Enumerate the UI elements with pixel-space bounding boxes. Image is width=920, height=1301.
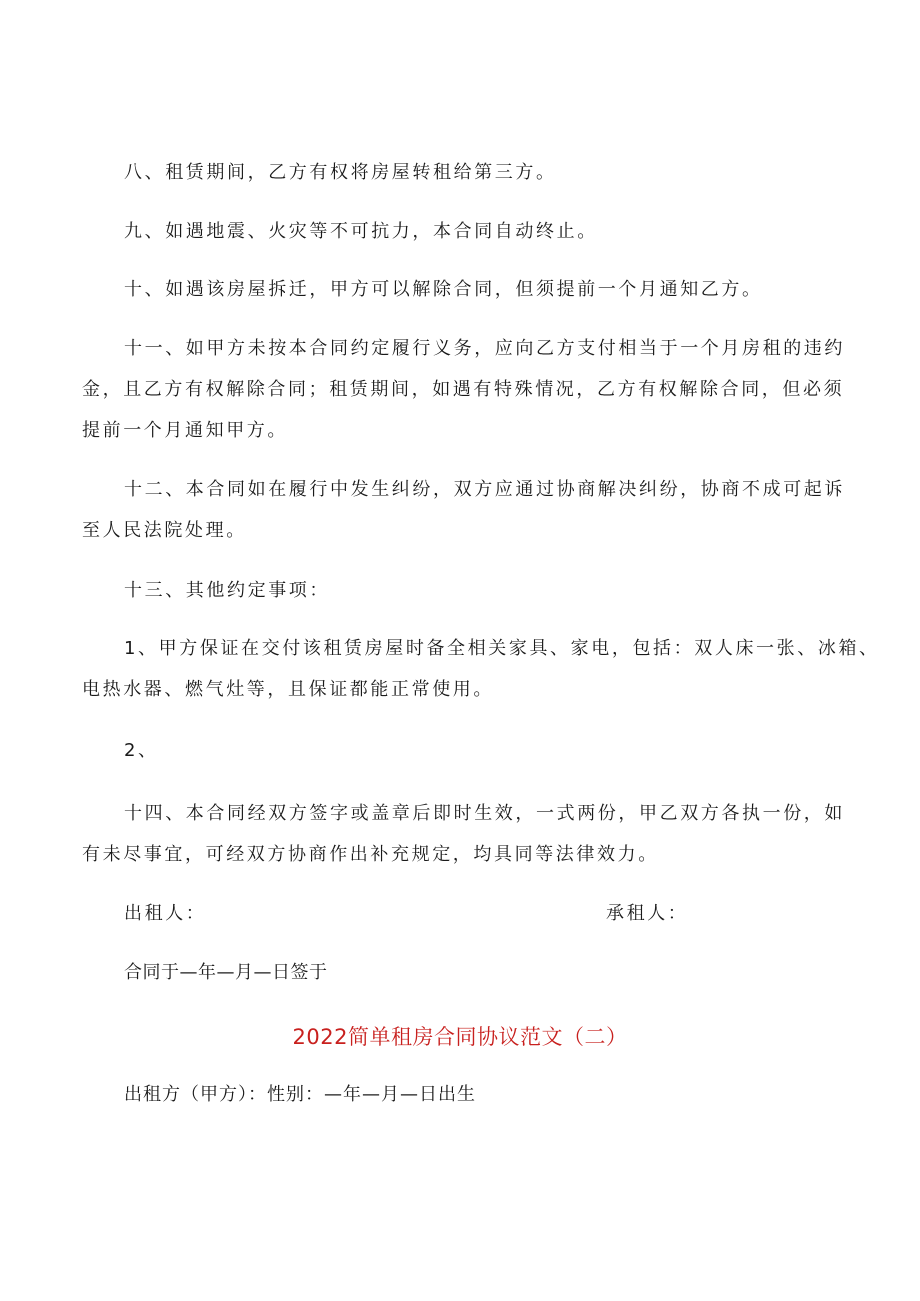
clause-14-line-1: 十四、本合同经双方签字或盖章后即时生效，一式两份，甲乙双方各执一份，如 xyxy=(124,803,845,824)
item-1-line-1: 1、甲方保证在交付该租赁房屋时备全相关家具、家电，包括：双人床一张、冰箱、 xyxy=(124,638,880,659)
clause-8: 八、租赁期间，乙方有权将房屋转租给第三方。 xyxy=(124,162,557,183)
lessor-info-line: 出租方（甲方）：性别：—年—月—日出生 xyxy=(124,1084,476,1105)
clause-14-line-2: 有未尽事宜，可经双方协商作出补充规定，均具同等法律效力。 xyxy=(82,844,659,865)
clause-13: 十三、其他约定事项： xyxy=(124,580,330,601)
lessee-signature-label: 承租人： xyxy=(606,903,689,924)
clause-11-line-2: 金，且乙方有权解除合同；租赁期间，如遇有特殊情况，乙方有权解除合同，但必须 xyxy=(82,379,845,400)
clause-9: 九、如遇地震、火灾等不可抗力，本合同自动终止。 xyxy=(124,221,598,242)
item-2: 2、 xyxy=(124,740,159,761)
section-title: 2022简单租房合同协议范文（二） xyxy=(292,1025,628,1049)
clause-12-line-2: 至人民法院处理。 xyxy=(82,520,247,541)
clause-11-line-1: 十一、如甲方未按本合同约定履行义务，应向乙方支付相当于一个月房租的违约 xyxy=(124,338,845,359)
signing-date: 合同于—年—月—日签于 xyxy=(124,962,328,983)
clause-11-line-3: 提前一个月通知甲方。 xyxy=(82,420,288,441)
clause-12-line-1: 十二、本合同如在履行中发生纠纷，双方应通过协商解决纠纷，协商不成可起诉 xyxy=(124,479,845,500)
item-1-line-2: 电热水器、燃气灶等，且保证都能正常使用。 xyxy=(82,679,494,700)
clause-10: 十、如遇该房屋拆迁，甲方可以解除合同，但须提前一个月通知乙方。 xyxy=(124,279,763,300)
lessor-signature-label: 出租人： xyxy=(124,903,207,924)
